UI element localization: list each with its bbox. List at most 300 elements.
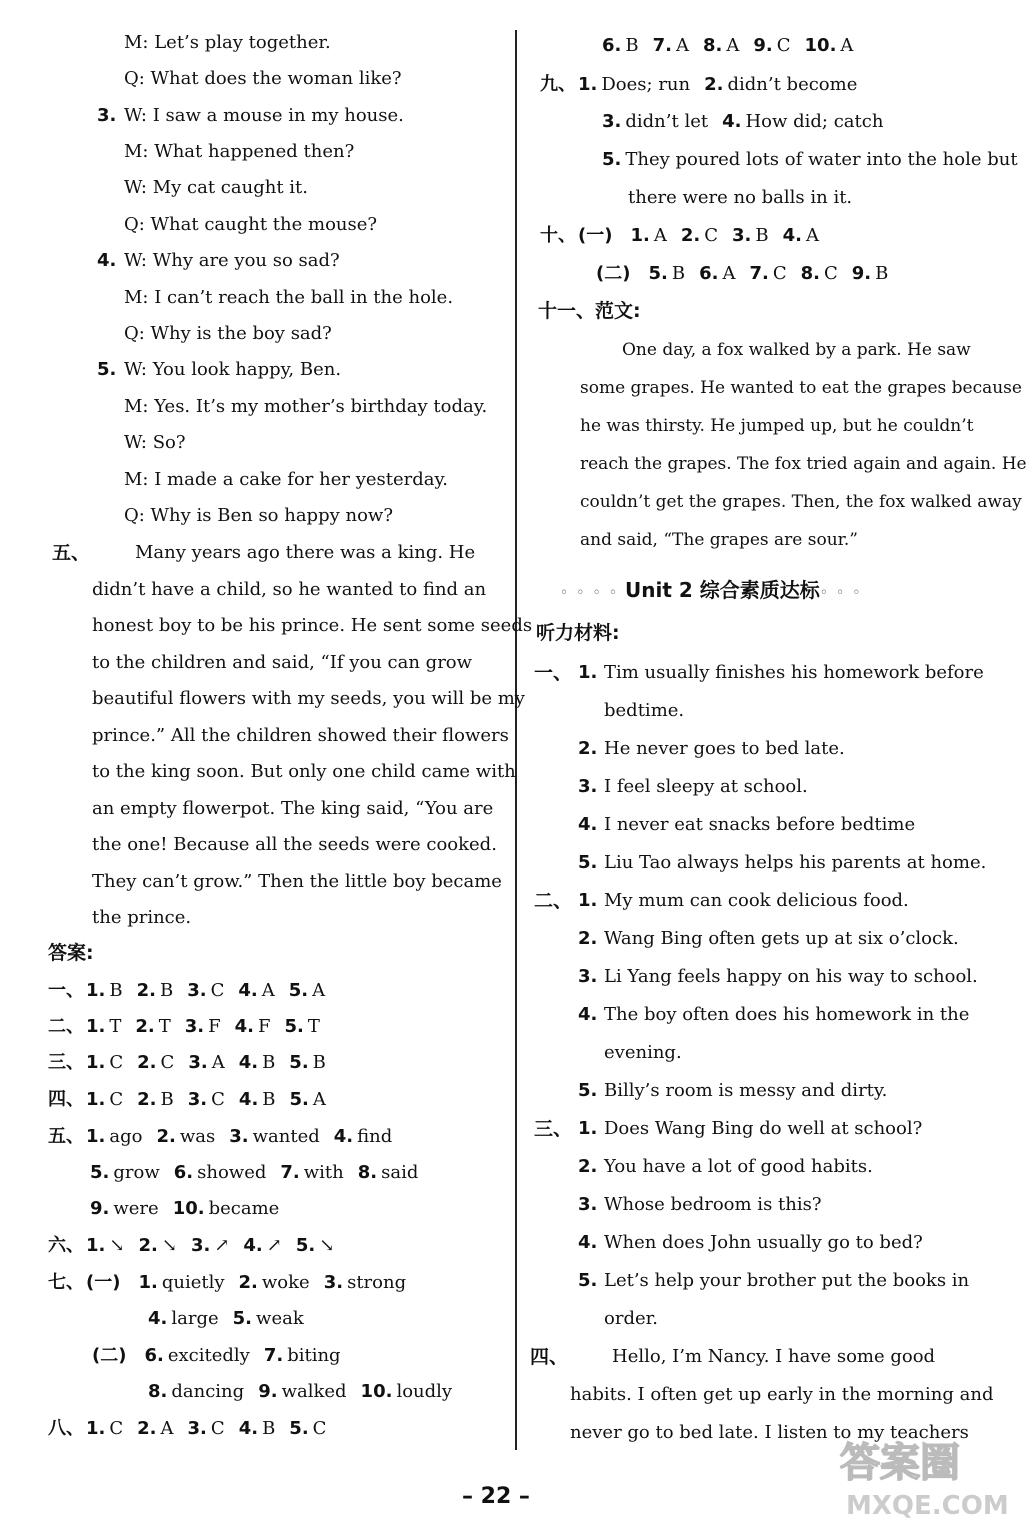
listening-number: 1. [578, 1118, 598, 1139]
answer-number: 4. [238, 1052, 259, 1073]
answer-row [90, 1196, 293, 1222]
answer-item [704, 72, 857, 98]
answer-value: C [312, 1418, 327, 1439]
answer-number: 10. [804, 35, 837, 56]
answer-value: wanted [252, 1126, 320, 1147]
answer-item [188, 1050, 224, 1076]
answer-row [92, 1343, 355, 1369]
passage-line: beautiful flowers with my seeds, you will be my [92, 688, 525, 709]
answer-number: 5. [289, 1089, 309, 1110]
answer-row [596, 261, 902, 287]
dialogue-line: M: I can’t reach the ball in the hole. [124, 287, 454, 308]
answer-number: 3. [187, 1089, 208, 1110]
answer-value: large [171, 1308, 219, 1329]
answer-item [783, 223, 819, 249]
answer-value: B [755, 225, 769, 246]
answer-value: C [109, 1089, 124, 1110]
answer-item [86, 1124, 142, 1150]
answer-number: 8. [148, 1381, 168, 1402]
answer-item [229, 1124, 320, 1150]
listening-line: My mum can cook delicious food. [604, 890, 909, 911]
answer-row [48, 978, 339, 1004]
answer-item [173, 1196, 280, 1222]
answer-number: 5. [602, 149, 622, 170]
passage-line: to the children and said, “If you can grow [92, 651, 473, 673]
answer-item [578, 72, 690, 98]
answer-number: 9. [851, 263, 872, 284]
answer-value: B [160, 1089, 174, 1110]
answer-value: became [208, 1198, 280, 1219]
answer-value: A [726, 35, 740, 56]
answer-item [852, 261, 889, 287]
answer-item [86, 1014, 121, 1040]
listening-number: 4. [578, 1004, 598, 1025]
answer-value: F [208, 1016, 221, 1037]
answer-item [334, 1124, 393, 1150]
answer-item [92, 1343, 130, 1369]
listening-number: 4. [578, 814, 598, 835]
answer-item [628, 185, 852, 211]
answer-item [148, 1379, 244, 1405]
answer-item [596, 261, 634, 287]
passage-line: Many years ago there was a king. He [135, 542, 476, 563]
answer-value: C [160, 1052, 175, 1073]
answer-number: 3. [187, 1418, 207, 1439]
answer-item [358, 1160, 419, 1186]
essay-line: One day, a fox walked by a park. He saw [622, 340, 971, 360]
answer-row [148, 1306, 318, 1332]
answer-value: A [675, 35, 689, 56]
dialogue-line: W: I saw a mouse in my house. [124, 105, 404, 126]
answer-number: 3. [187, 980, 207, 1001]
listening-line: You have a lot of good habits. [604, 1156, 873, 1177]
answer-number: 2. [137, 1418, 157, 1439]
answer-item [239, 1270, 310, 1296]
answer-value: F [258, 1016, 271, 1037]
watermark-logo [832, 1424, 1009, 1524]
dialogue-line: Q: Why is the boy sad? [124, 323, 332, 344]
answer-number: 1. [86, 1016, 106, 1037]
answer-item [290, 1087, 326, 1113]
answer-item [137, 1087, 174, 1113]
listening-line: Does Wang Bing do well at school? [604, 1118, 923, 1139]
listening-heading: 听力材料: [536, 622, 620, 644]
listening-line: Whose bedroom is this? [604, 1194, 822, 1215]
answer-value: A [211, 1052, 225, 1073]
answer-value: A [805, 225, 819, 246]
answer-number: 5. [232, 1308, 253, 1329]
answer-number: 9. [258, 1381, 278, 1402]
answer-item [233, 1306, 304, 1332]
answer-number: 4. [782, 225, 802, 246]
listening-line: Billy’s room is messy and dirty. [604, 1080, 888, 1101]
answer-value: dancing [171, 1381, 245, 1402]
section-label: 五、 [52, 542, 91, 564]
answer-value: They poured lots of water into the hole but [625, 149, 1018, 170]
listening-line: I never eat snacks before bedtime [604, 814, 916, 835]
passage-line: prince.” All the children showed their flowers [92, 724, 509, 746]
answer-value: B [625, 35, 639, 56]
answer-section-label: 七、 [48, 1272, 84, 1293]
listening-line: order. [604, 1308, 658, 1329]
listening-line: bedtime. [604, 700, 685, 721]
answer-number: 2. [135, 1016, 155, 1037]
answer-number: 2. [704, 74, 724, 95]
listening-line: Li Yang feels happy on his way to school. [604, 966, 978, 987]
answer-section-label: 六、 [48, 1235, 84, 1256]
answer-item [361, 1379, 453, 1405]
answer-item [239, 1087, 276, 1113]
answer-number: 3. [323, 1272, 344, 1293]
watermark-text: 答案圈 [840, 1440, 960, 1486]
passage-line: They can’t grow.” Then the little boy became [92, 870, 502, 892]
listening-number: 1. [578, 662, 598, 683]
answer-item [239, 1416, 276, 1442]
answer-value: B [262, 1089, 276, 1110]
listening-number: 1. [578, 890, 598, 911]
answer-row [602, 147, 1032, 173]
answer-item [137, 1416, 173, 1442]
answer-number: 3. [602, 111, 622, 132]
answer-item [703, 33, 739, 59]
answer-value: T [158, 1016, 171, 1037]
answer-item [174, 1160, 267, 1186]
answer-number: 7. [280, 1162, 300, 1183]
listening-number: 5. [578, 1270, 598, 1291]
answer-item [753, 33, 790, 59]
answer-item [137, 978, 174, 1004]
answer-item [722, 109, 883, 135]
answer-value: B [671, 263, 686, 284]
answer-item [185, 1014, 221, 1040]
answer-value: were [113, 1198, 159, 1219]
answer-item [135, 1014, 170, 1040]
answer-number: 2. [136, 980, 156, 1001]
answer-number: 6. [602, 35, 622, 56]
answer-item [138, 1270, 224, 1296]
answer-number: 5. [288, 980, 309, 1001]
answer-value: was [179, 1126, 216, 1147]
answer-number: 5. [289, 1418, 309, 1439]
answer-number: 3. [229, 1126, 249, 1147]
answer-value: C [109, 1418, 124, 1439]
answer-value: strong [347, 1272, 407, 1293]
answer-number: 9. [753, 35, 773, 56]
answer-row [48, 1124, 406, 1150]
listening-line: The boy often does his homework in the [604, 1004, 970, 1025]
page-number: – 22 – [462, 1484, 530, 1509]
essay-line: he was thirsty. He jumped up, but he couldn’t [580, 416, 974, 436]
listening-section-label: 一、 [534, 662, 573, 684]
answer-item [801, 261, 838, 287]
decorative-dots: ◦◦◦ [819, 585, 869, 601]
answer-value: How did; catch [745, 111, 884, 132]
listening-number: 3. [578, 1194, 598, 1215]
answer-item [264, 1343, 341, 1369]
answer-item [289, 978, 325, 1004]
answer-value: A [840, 35, 854, 56]
answer-value: B [262, 1418, 276, 1439]
listening-line: Wang Bing often gets up at six o’clock. [604, 928, 959, 949]
listening-number: 3. [578, 966, 598, 987]
essay-line: couldn’t get the grapes. Then, the fox walked away [580, 492, 1022, 512]
answer-value: A [261, 980, 275, 1001]
answer-value: T [307, 1016, 320, 1037]
answer-row [602, 33, 867, 59]
answer-item [653, 33, 689, 59]
answer-item [285, 1014, 320, 1040]
dialogue-line: W: My cat caught it. [124, 177, 308, 198]
listening-line: I feel sleepy at school. [604, 776, 808, 797]
answer-number: 5. [284, 1016, 304, 1037]
answer-value: find [357, 1126, 393, 1147]
answer-section-label: 九、 [540, 74, 576, 95]
answer-number: 4. [238, 1418, 259, 1439]
answer-section-label: 十、 [540, 225, 576, 246]
answer-item [681, 223, 718, 249]
answer-value: excitedly [167, 1345, 250, 1366]
answer-item [296, 1233, 334, 1259]
answer-number: 3. [184, 1016, 205, 1037]
answer-value: showed [197, 1162, 267, 1183]
answer-number: 7. [652, 35, 672, 56]
answer-number: 2. [238, 1272, 258, 1293]
answer-value: C [210, 980, 225, 1001]
dialogue-line: M: I made a cake for her yesterday. [124, 469, 448, 490]
answer-item [258, 1379, 346, 1405]
unit-title [560, 575, 869, 608]
answer-item [137, 1050, 174, 1076]
section-label: 十一、范文: [538, 300, 641, 322]
answer-value: biting [287, 1345, 341, 1366]
watermark-url: MXQE.COM [846, 1491, 1009, 1521]
passage-line: habits. I often get up early in the morning and [570, 1384, 994, 1405]
dialogue-line: Q: What caught the mouse? [124, 214, 378, 235]
answer-item [191, 1233, 229, 1259]
essay-line: some grapes. He wanted to eat the grapes because [580, 378, 1022, 398]
answer-value: B [875, 263, 889, 284]
answer-row [48, 1050, 340, 1076]
answer-number: 1. [86, 1418, 106, 1439]
answer-number: 1. [86, 1235, 106, 1256]
answer-number: 6. [144, 1345, 164, 1366]
answer-value: weak [256, 1308, 304, 1329]
listening-number: 2. [578, 928, 598, 949]
listening-number: 2. [578, 1156, 598, 1177]
answer-item [156, 1124, 215, 1150]
dialogue-line: M: Yes. It’s my mother’s birthday today. [124, 396, 488, 417]
dialogue-line: M: What happened then? [124, 141, 355, 162]
answer-number: 1. [86, 1126, 106, 1147]
dialogue-number: 5. [97, 359, 117, 380]
answer-number: 2. [137, 1052, 157, 1073]
answer-item [602, 33, 639, 59]
passage-line: honest boy to be his prince. He sent some seeds [92, 615, 533, 636]
answer-number: 5. [289, 1052, 309, 1073]
answer-item [289, 1050, 326, 1076]
answer-number: 1. [86, 980, 106, 1001]
answer-value: ↘ [161, 1235, 177, 1256]
listening-line: When does John usually go to bed? [604, 1232, 923, 1253]
answer-number: 8. [357, 1162, 378, 1183]
answer-item [86, 1233, 124, 1259]
answer-number: 10. [172, 1198, 205, 1219]
answer-number: 4. [722, 111, 742, 132]
listening-line: Tim usually finishes his homework before [604, 662, 984, 683]
answer-value: woke [261, 1272, 310, 1293]
answer-item [648, 261, 685, 287]
column-divider [515, 30, 517, 1450]
answer-item [602, 109, 708, 135]
answer-value: walked [281, 1381, 347, 1402]
answer-item [239, 1050, 276, 1076]
listening-section-label: 三、 [534, 1118, 573, 1140]
passage-line: didn’t have a child, so he wanted to find an [92, 578, 487, 600]
answer-value: A [653, 225, 667, 246]
answer-item [578, 223, 616, 249]
answer-value: A [722, 263, 736, 284]
passage-line: the one! Because all the seeds were cooked. [92, 834, 497, 855]
decorative-dots: ◦◦◦◦ [560, 585, 626, 601]
answer-number: 1. [86, 1089, 106, 1110]
answer-number: 2. [156, 1126, 176, 1147]
answer-number: 2. [680, 225, 701, 246]
answer-value: C [704, 225, 718, 246]
answer-number: (二) [596, 263, 631, 284]
answer-value: quietly [161, 1272, 225, 1293]
listening-line: Liu Tao always helps his parents at home. [604, 852, 987, 873]
dialogue-line: Q: What does the woman like? [124, 68, 402, 89]
answer-number: 10. [360, 1381, 393, 1402]
answer-number: 9. [90, 1198, 110, 1219]
listening-line: evening. [604, 1042, 682, 1063]
answer-number: 2. [138, 1235, 158, 1256]
answer-value: C [211, 1089, 225, 1110]
answer-value: loudly [396, 1381, 453, 1402]
answer-number: 1. [138, 1272, 158, 1293]
answer-number: 4. [234, 1016, 255, 1037]
answer-value: C [776, 35, 791, 56]
answer-value: A [312, 980, 326, 1001]
answer-number: (一) [578, 225, 613, 246]
listening-line: Let’s help your brother put the books in [604, 1270, 970, 1291]
answer-number: (一) [86, 1272, 121, 1293]
answer-value: C [772, 263, 787, 284]
answer-number: 3. [731, 225, 752, 246]
answer-number: 5. [648, 263, 668, 284]
answer-value: grow [113, 1162, 160, 1183]
answer-item [144, 1343, 249, 1369]
answer-number: 7. [263, 1345, 284, 1366]
answer-value: C [109, 1052, 124, 1073]
listening-number: 2. [578, 738, 598, 759]
listening-section-label: 二、 [534, 890, 573, 912]
answer-number: (二) [92, 1345, 127, 1366]
listening-number: 3. [578, 776, 598, 797]
answer-item [238, 978, 274, 1004]
answer-item [187, 978, 224, 1004]
answer-item [749, 261, 786, 287]
answer-row [48, 1087, 340, 1113]
passage-line: to the king soon. But only one child came with [92, 761, 516, 782]
answer-item [138, 1233, 176, 1259]
answer-row [48, 1233, 348, 1259]
answer-number: 4. [333, 1126, 354, 1147]
answer-item [289, 1416, 326, 1442]
answer-item [699, 261, 735, 287]
answer-number: 6. [699, 263, 719, 284]
answer-value: C [210, 1418, 225, 1439]
answer-value: ↗ [214, 1235, 230, 1256]
answer-value: B [262, 1052, 276, 1073]
answer-row [90, 1160, 432, 1186]
answer-row [148, 1379, 466, 1405]
essay-line: reach the grapes. The fox tried again and again. He [580, 454, 1027, 474]
answer-row [48, 1014, 334, 1040]
answer-value: didn’t become [727, 74, 858, 95]
answer-value: ago [109, 1126, 143, 1147]
answer-number: 8. [702, 35, 723, 56]
answer-number: 1. [630, 225, 650, 246]
answer-value: ↘ [109, 1235, 125, 1256]
answer-value: Does; run [601, 74, 691, 95]
answer-section-label: 八、 [48, 1418, 84, 1439]
dialogue-line: W: Why are you so sad? [124, 250, 340, 271]
answer-item [188, 1087, 225, 1113]
answer-item [235, 1014, 271, 1040]
dialogue-line: Q: Why is Ben so happy now? [124, 505, 393, 526]
answer-item [86, 1270, 124, 1296]
answer-item [188, 1416, 225, 1442]
answer-value: A [160, 1418, 174, 1439]
answer-number: 2. [137, 1089, 157, 1110]
answer-value: didn’t let [625, 111, 709, 132]
answer-number: 5. [295, 1235, 316, 1256]
answer-section-label: 三、 [48, 1052, 84, 1073]
answers-heading: 答案: [48, 942, 94, 964]
answer-number: 5. [90, 1162, 110, 1183]
answer-number: 8. [800, 263, 820, 284]
answer-number: 1. [578, 74, 598, 95]
essay-line: and said, “The grapes are sour.” [580, 530, 859, 550]
answer-value: there were no balls in it. [628, 187, 853, 208]
answer-item [280, 1160, 343, 1186]
answer-section-label: 四、 [48, 1089, 84, 1110]
answer-value: B [312, 1052, 326, 1073]
answer-row [540, 72, 871, 98]
passage-line: never go to bed late. I listen to my teachers [570, 1422, 969, 1443]
answer-number: 4. [238, 1089, 259, 1110]
answer-item [805, 33, 854, 59]
answer-item [243, 1233, 281, 1259]
passage-line: the prince. [92, 907, 192, 928]
answer-number: 3. [190, 1235, 211, 1256]
answer-item [86, 1087, 123, 1113]
answer-number: 4. [238, 980, 258, 1001]
answer-number: 4. [148, 1308, 168, 1329]
dialogue-line: W: You look happy, Ben. [124, 359, 342, 380]
answer-value: ↘ [319, 1235, 335, 1256]
answer-value: A [312, 1089, 326, 1110]
answer-item [86, 1416, 123, 1442]
answer-number: 3. [188, 1052, 208, 1073]
answer-item [90, 1196, 159, 1222]
dialogue-line: W: So? [124, 432, 186, 453]
answer-value: with [303, 1162, 344, 1183]
answer-item [602, 147, 1018, 173]
section-label: 四、 [530, 1346, 569, 1368]
answer-value: B [159, 980, 174, 1001]
